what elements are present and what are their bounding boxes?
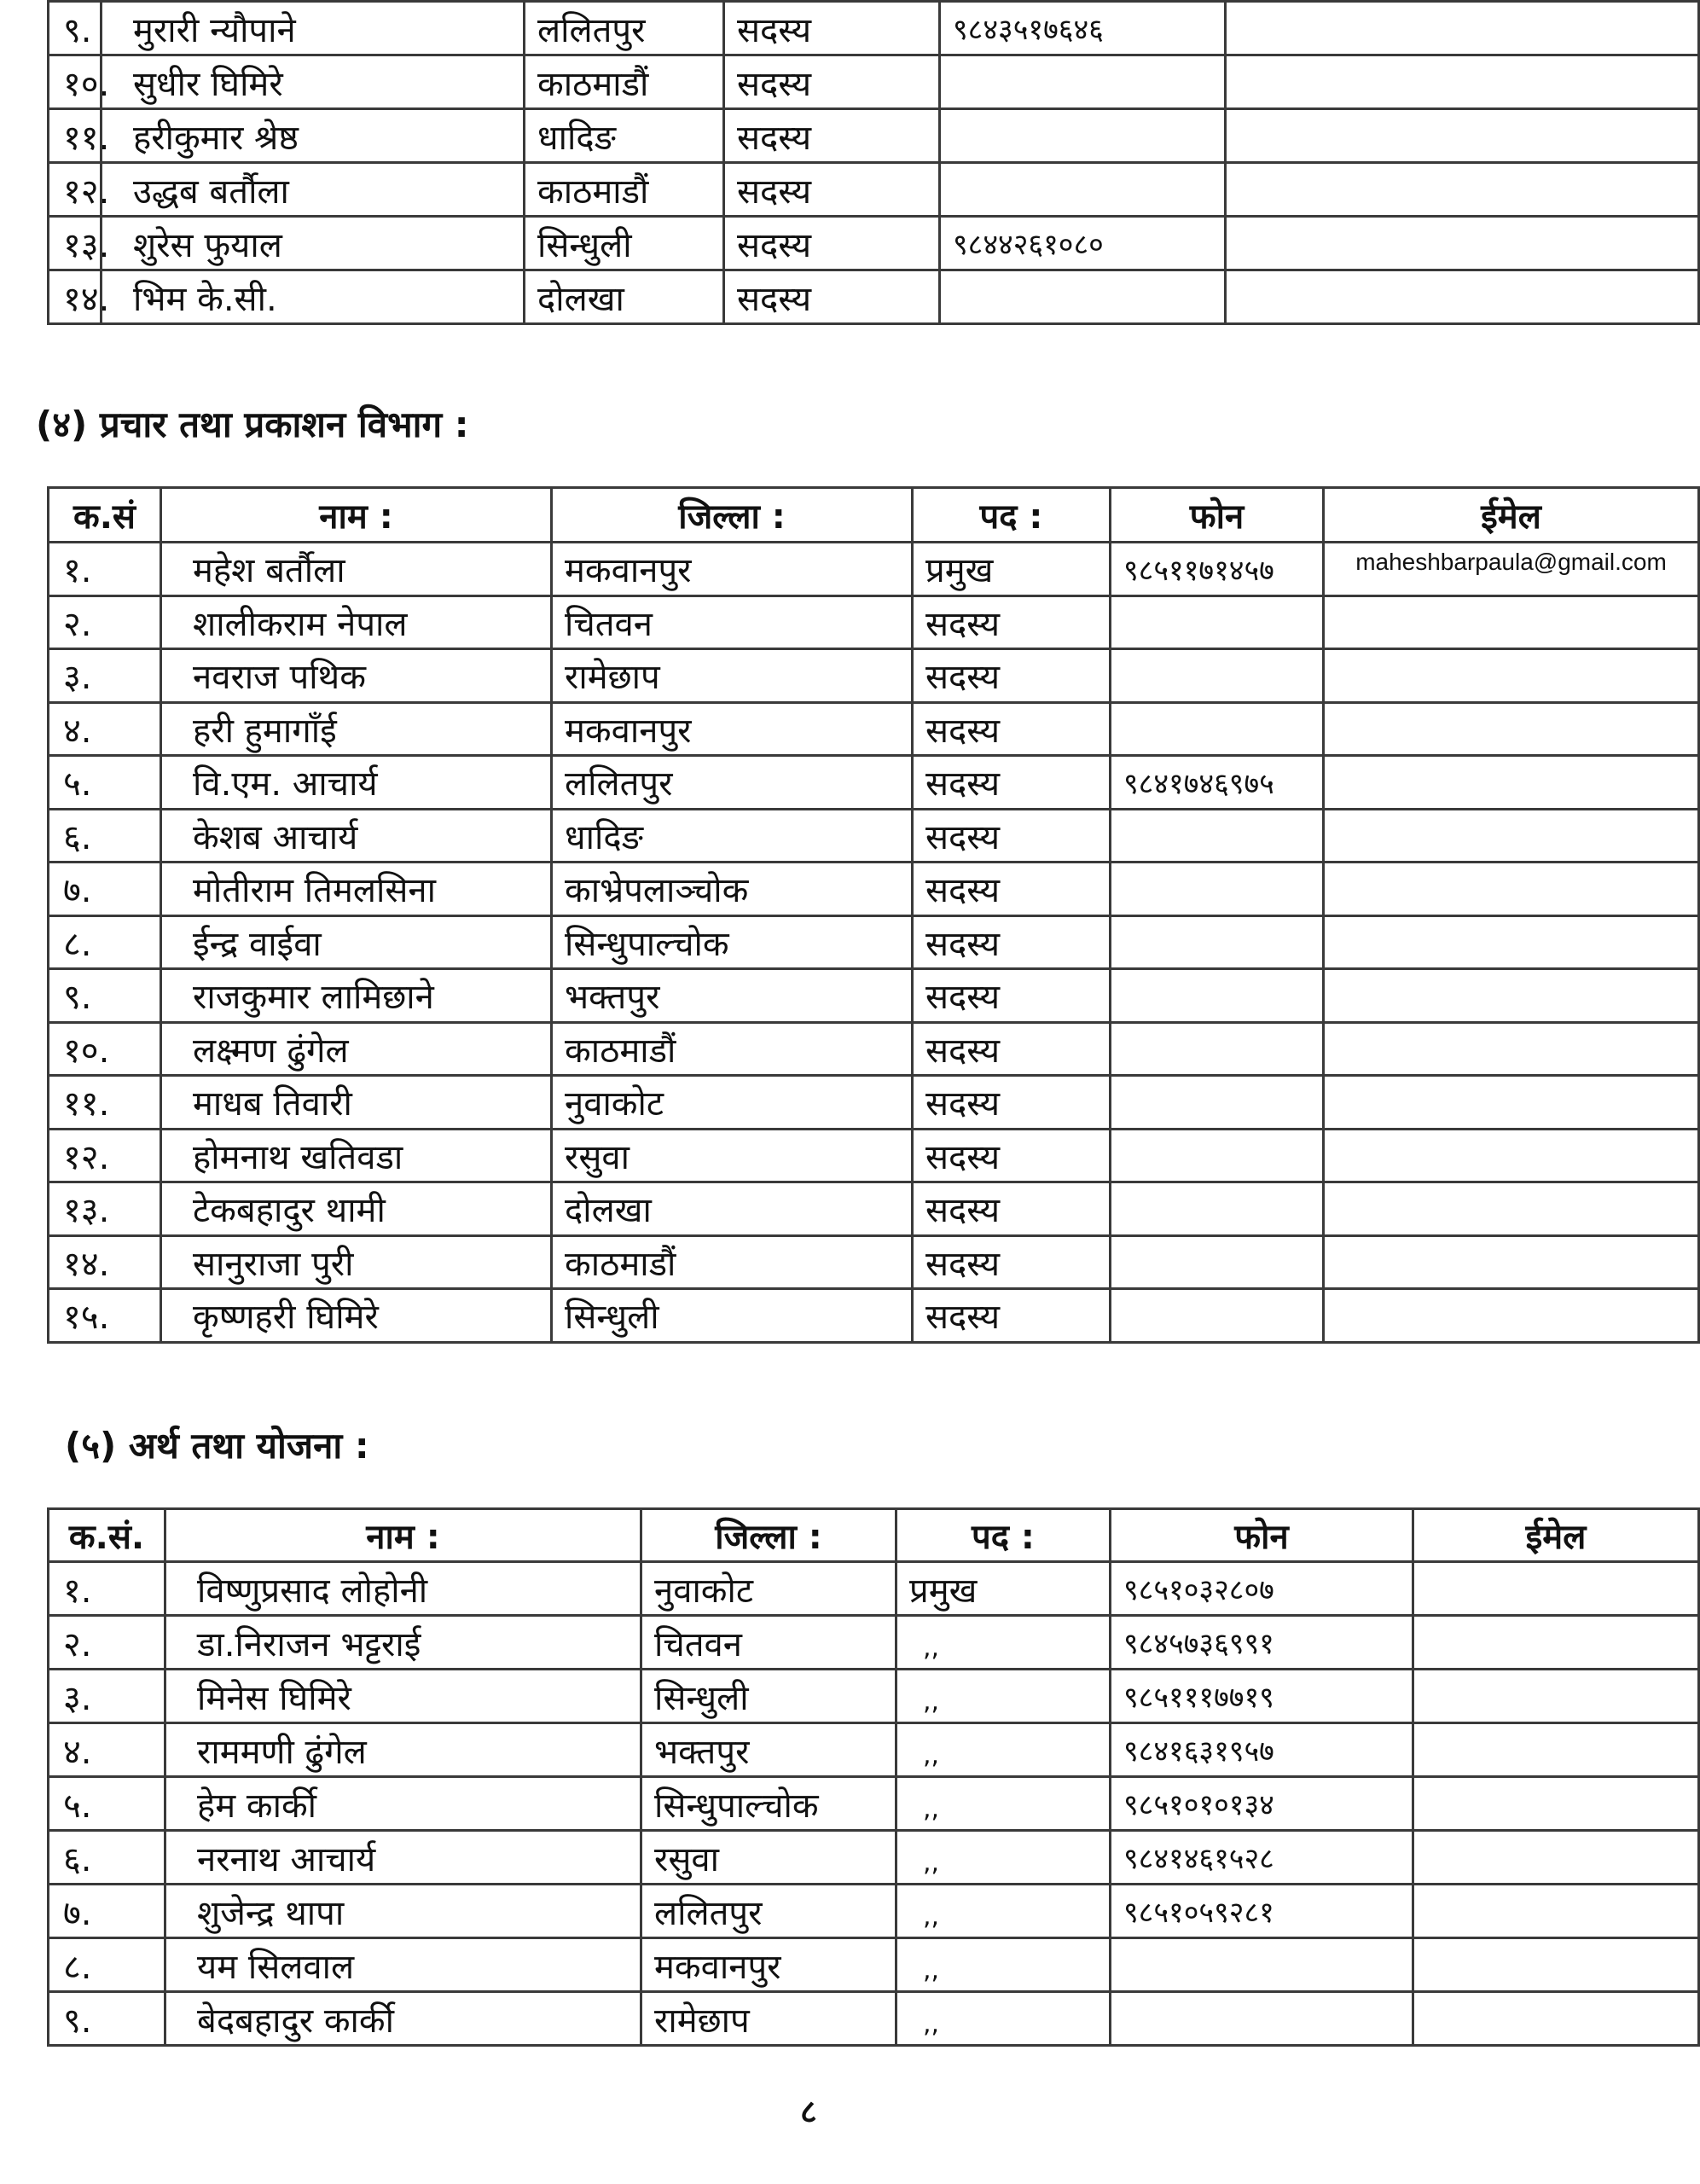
cell-sn: ४. [49,1723,165,1777]
cell-phone [940,163,1226,217]
cell-sn: ४. [49,702,161,756]
cell-email [1413,1562,1699,1616]
cell-sn: ९. [49,969,161,1023]
cell-sn: ८. [49,1938,165,1992]
cell-district: भक्तपुर [641,1723,896,1777]
cell-name: मुरारी न्यौपाने [102,2,525,55]
cell-name: मिनेस घिमिरे [165,1670,641,1723]
cell-phone [1111,649,1324,703]
cell-district: सिन्धुली [641,1670,896,1723]
cell-name: उद्धब बर्तौला [102,163,525,217]
cell-sn: १. [49,1562,165,1616]
cell-name: शुरेस फुयाल [102,217,525,270]
cell-sn: ७. [49,1885,165,1938]
cell-district: चितवन [552,595,913,649]
cell-email [1226,55,1699,109]
cell-sn: १४. [49,270,102,324]
cell-post: सदस्य [913,915,1111,969]
cell-district: काठमाडौं [525,163,724,217]
header-phone: फोन [1111,488,1324,543]
cell-phone: ९८४१४६१५२८ [1111,1831,1413,1885]
cell-name: राजकुमार लामिछाने [161,969,552,1023]
section-heading-finance: (५) अर्थ तथा योजना : [65,1425,369,1467]
cell-post: सदस्य [913,1022,1111,1076]
cell-district: नुवाकोट [552,1076,913,1130]
header-email: ईमेल [1324,488,1699,543]
cell-email [1324,809,1699,863]
cell-name: सानुराजा पुरी [161,1235,552,1289]
cell-name: महेश बर्तौला [161,543,552,596]
cell-district: रसुवा [641,1831,896,1885]
cell-district: सिन्धुली [552,1289,913,1343]
publicity-department-table [47,486,1700,1344]
header-post: पद : [913,488,1111,543]
cell-phone [1111,1129,1324,1182]
cell-post: सदस्य [724,270,940,324]
cell-sn: १३. [49,1182,161,1236]
cell-sn: १. [49,543,161,596]
table-row [49,1129,1699,1182]
cell-name: हरी हुमागाँई [161,702,552,756]
cell-name: होमनाथ खतिवडा [161,1129,552,1182]
cell-district: नुवाकोट [641,1562,896,1616]
cell-sn: १०. [49,1022,161,1076]
table-row [49,809,1699,863]
cell-phone [940,109,1226,163]
cell-post: प्रमुख [896,1562,1111,1616]
cell-district: मकवानपुर [552,543,913,596]
cell-email [1413,1616,1699,1670]
cell-phone [1111,1289,1324,1343]
cell-sn: ९. [49,2,102,55]
table-row [49,702,1699,756]
cell-name: बेदबहादुर कार्की [165,1992,641,2046]
cell-district: दोलखा [525,270,724,324]
cell-name: विष्णुप्रसाद लोहोनी [165,1562,641,1616]
cell-email [1226,270,1699,324]
cell-name: सुधीर घिमिरे [102,55,525,109]
cell-phone: ९८४४२६१०८० [940,217,1226,270]
cell-post: सदस्य [913,1235,1111,1289]
cell-post: सदस्य [913,1289,1111,1343]
table-body [49,543,1699,1343]
table-row [49,649,1699,703]
cell-phone [940,55,1226,109]
table-row [49,595,1699,649]
cell-sn: १५. [49,1289,161,1343]
table-row [49,756,1699,810]
cell-name: माधब तिवारी [161,1076,552,1130]
cell-name: लक्ष्मण ढुंगेल [161,1022,552,1076]
cell-post: सदस्य [724,109,940,163]
cell-sn: २. [49,1616,165,1670]
cell-email [1324,863,1699,916]
cell-email [1324,915,1699,969]
cell-email [1324,969,1699,1023]
cell-sn: ३. [49,649,161,703]
table-row [49,1022,1699,1076]
cell-phone [1111,1022,1324,1076]
table-header-row [49,488,1699,543]
cell-post: ,, [896,1616,1111,1670]
table-row [49,1562,1699,1616]
cell-post: सदस्य [913,702,1111,756]
cell-district: सिन्धुपाल्चोक [552,915,913,969]
cell-district: धादिङ [552,809,913,863]
header-email: ईमेल [1413,1509,1699,1562]
cell-post: सदस्य [724,217,940,270]
cell-district: काठमाडौं [552,1235,913,1289]
cell-post: ,, [896,1723,1111,1777]
table-row [49,109,1699,163]
cell-phone: ९८४१७४६९७५ [1111,756,1324,810]
cell-phone [1111,969,1324,1023]
cell-phone: ९८४१६३१९५७ [1111,1723,1413,1777]
cell-sn: १३. [49,217,102,270]
cell-email [1226,217,1699,270]
cell-email [1413,1992,1699,2046]
cell-post: सदस्य [913,863,1111,916]
page-number: ८ [800,2093,817,2130]
cell-email [1324,702,1699,756]
header-post: पद : [896,1509,1111,1562]
table-row [49,270,1699,324]
table-row [49,1616,1699,1670]
table-row [49,2,1699,55]
cell-email [1324,1022,1699,1076]
cell-email [1324,1182,1699,1236]
table-row [49,1076,1699,1130]
cell-district: मकवानपुर [641,1938,896,1992]
cell-post: सदस्य [724,163,940,217]
cell-post: प्रमुख [913,543,1111,596]
cell-post: सदस्य [913,1129,1111,1182]
cell-email [1324,649,1699,703]
cell-sn: ३. [49,1670,165,1723]
cell-sn: २. [49,595,161,649]
table-row [49,863,1699,916]
cell-district: काठमाडौं [552,1022,913,1076]
cell-post: ,, [896,1777,1111,1831]
cell-post: ,, [896,1938,1111,1992]
table-row [49,1938,1699,1992]
cell-district: रामेछाप [552,649,913,703]
cell-district: ललितपुर [641,1885,896,1938]
cell-email [1413,1831,1699,1885]
cell-post: ,, [896,1831,1111,1885]
cell-sn: १४. [49,1235,161,1289]
table-row [49,1992,1699,2046]
cell-district: भक्तपुर [552,969,913,1023]
table-row [49,1289,1699,1343]
cell-phone: ९८५११७१४५७ [1111,543,1324,596]
table-body [49,2,1699,324]
table-row [49,55,1699,109]
cell-district: धादिङ [525,109,724,163]
cell-district: चितवन [641,1616,896,1670]
cell-name: मोतीराम तिमलसिना [161,863,552,916]
cell-email [1324,1129,1699,1182]
cell-email[interactable]: maheshbarpaula@gmail.com [1324,543,1699,596]
cell-sn: १०. [49,55,102,109]
header-name: नाम : [165,1509,641,1562]
finance-planning-table [47,1507,1700,2047]
cell-sn: ८. [49,915,161,969]
header-district: जिल्ला : [552,488,913,543]
cell-email [1226,2,1699,55]
cell-name: नरनाथ आचार्य [165,1831,641,1885]
cell-email [1324,756,1699,810]
cell-phone: ९८५१११७७१९ [1111,1670,1413,1723]
cell-post: सदस्य [724,2,940,55]
cell-phone [1111,1992,1413,2046]
table-row [49,1777,1699,1831]
table-body [49,1562,1699,2046]
cell-post: सदस्य [913,649,1111,703]
cell-phone: ९८५१०५९२८१ [1111,1885,1413,1938]
cell-email [1324,1289,1699,1343]
cell-name: शालीकराम नेपाल [161,595,552,649]
cell-email [1226,109,1699,163]
table-row [49,1670,1699,1723]
cell-phone [1111,809,1324,863]
cell-district: ललितपुर [525,2,724,55]
cell-sn: ६. [49,809,161,863]
cell-name: शुजेन्द्र थापा [165,1885,641,1938]
cell-name: हेम कार्की [165,1777,641,1831]
cell-name: डा.निराजन भट्टराई [165,1616,641,1670]
member-table-continued [47,0,1700,325]
cell-sn: ११. [49,109,102,163]
cell-email [1413,1938,1699,1992]
cell-district: सिन्धुली [525,217,724,270]
cell-district: दोलखा [552,1182,913,1236]
cell-phone: ९८४३५१७६४६ [940,2,1226,55]
cell-phone [1111,915,1324,969]
cell-name: केशब आचार्य [161,809,552,863]
cell-post: सदस्य [913,969,1111,1023]
cell-email [1324,595,1699,649]
table-row [49,543,1699,596]
cell-post: सदस्य [913,756,1111,810]
cell-phone: ९८४५७३६९९१ [1111,1616,1413,1670]
cell-phone: ९८५१०३२८०७ [1111,1562,1413,1616]
cell-post: ,, [896,1992,1111,2046]
cell-email [1413,1777,1699,1831]
cell-district: सिन्धुपाल्चोक [641,1777,896,1831]
cell-name: टेकबहादुर थामी [161,1182,552,1236]
cell-post: ,, [896,1885,1111,1938]
cell-post: सदस्य [913,1182,1111,1236]
cell-phone [1111,1938,1413,1992]
cell-name: यम सिलवाल [165,1938,641,1992]
cell-post: सदस्य [913,595,1111,649]
cell-phone [1111,1182,1324,1236]
cell-district: रामेछाप [641,1992,896,2046]
cell-name: राममणी ढुंगेल [165,1723,641,1777]
cell-phone [1111,595,1324,649]
table-row [49,1831,1699,1885]
cell-email [1413,1723,1699,1777]
table-row [49,1182,1699,1236]
header-district: जिल्ला : [641,1509,896,1562]
cell-email [1413,1670,1699,1723]
cell-sn: ५. [49,756,161,810]
cell-district: काठमाडौं [525,55,724,109]
section-heading-publicity: (४) प्रचार तथा प्रकाशन विभाग : [36,404,469,445]
cell-post: सदस्य [724,55,940,109]
cell-sn: १२. [49,163,102,217]
cell-email [1413,1885,1699,1938]
table-row [49,915,1699,969]
cell-name: कृष्णहरी घिमिरे [161,1289,552,1343]
header-serial: क.सं. [49,1509,165,1562]
cell-sn: ९. [49,1992,165,2046]
cell-district: मकवानपुर [552,702,913,756]
cell-phone [1111,863,1324,916]
table-row [49,1885,1699,1938]
cell-phone [1111,1076,1324,1130]
cell-phone: ९८५१०१०१३४ [1111,1777,1413,1831]
table-row [49,1235,1699,1289]
cell-sn: १२. [49,1129,161,1182]
table-row [49,217,1699,270]
cell-phone [940,270,1226,324]
table-header-row [49,1509,1699,1562]
cell-district: काभ्रेपलाञ्चोक [552,863,913,916]
cell-district: रसुवा [552,1129,913,1182]
table-row [49,163,1699,217]
cell-phone [1111,702,1324,756]
cell-name: भिम के.सी. [102,270,525,324]
cell-district: ललितपुर [552,756,913,810]
header-name: नाम : [161,488,552,543]
cell-name: नवराज पथिक [161,649,552,703]
cell-email [1324,1235,1699,1289]
cell-sn: ६. [49,1831,165,1885]
cell-name: वि.एम. आचार्य [161,756,552,810]
cell-name: ईन्द्र वाईवा [161,915,552,969]
cell-post: सदस्य [913,809,1111,863]
cell-phone [1111,1235,1324,1289]
table-row [49,1723,1699,1777]
cell-name: हरीकुमार श्रेष्ठ [102,109,525,163]
cell-sn: ७. [49,863,161,916]
cell-post: सदस्य [913,1076,1111,1130]
cell-email [1226,163,1699,217]
header-serial: क.सं [49,488,161,543]
header-phone: फोन [1111,1509,1413,1562]
table-row [49,969,1699,1023]
cell-email [1324,1076,1699,1130]
cell-sn: ११. [49,1076,161,1130]
cell-sn: ५. [49,1777,165,1831]
cell-post: ,, [896,1670,1111,1723]
